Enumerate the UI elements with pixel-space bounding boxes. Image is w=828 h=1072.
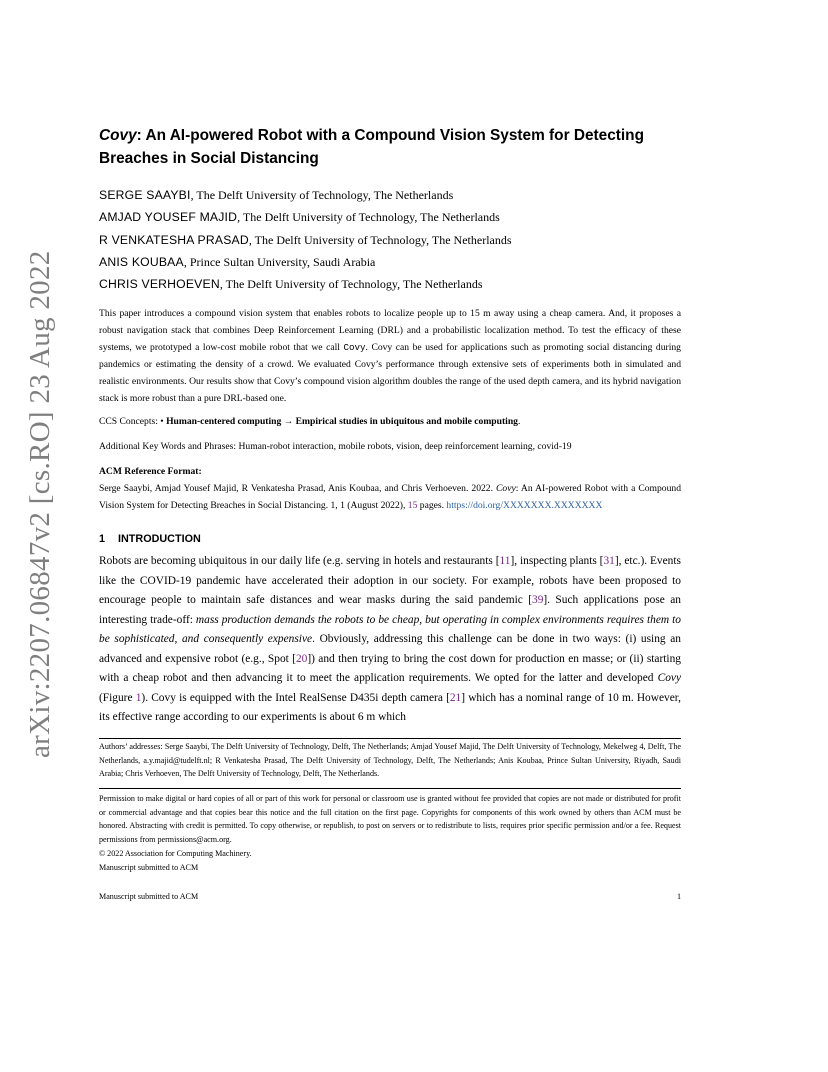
abstract xyxy=(99,305,681,407)
intro-covy: Covy xyxy=(657,672,681,685)
section-title: INTRODUCTION xyxy=(118,533,201,546)
acm-reference-heading: ACM Reference Format: xyxy=(99,466,202,478)
ccs-concept: Human-centered computing → Empirical studies in ubiquitous and mobile computing xyxy=(166,416,518,428)
footnote-rule xyxy=(99,738,681,739)
citation-link[interactable]: 31 xyxy=(603,555,615,568)
author-name: ANIS KOUBAA xyxy=(99,254,184,269)
citation-link[interactable]: 11 xyxy=(499,555,511,568)
permission-rule xyxy=(99,788,681,789)
permission-text: Permission to make digital or hard copies of all or part of this work for personal or classroom use is granted without fee provided that copies are not made or distributed for profit or commercial advantage and that copies bear this notice and the full citation on the first page. Copyrights for components of this work owned by others than ACM must be honored. Abstracting with credit is permitted. To copy otherwise, or republish, to post on servers or to redistribute to lists, requires prior specific permission and/or a fee. Request permissions from permissions@acm.org. xyxy=(99,794,681,845)
citation-link[interactable]: 39 xyxy=(532,594,544,607)
author-line xyxy=(99,206,681,228)
author-line xyxy=(99,229,681,251)
paper-title xyxy=(99,124,681,170)
citation-link[interactable]: 20 xyxy=(295,652,308,665)
intro-text: ). Covy is equipped with the Intel RealSense D435i depth camera [ xyxy=(141,691,450,704)
intro-text: ] which has a nominal range of 10 m. However, its effective range according to our experiments is about 6 m which xyxy=(99,691,681,724)
ref-text: : An AI-powered Robot with a Compound Vision System for Detecting Breaches in Social Distancing. 1, 1 (August 2022), xyxy=(99,483,681,512)
section-number: 1 xyxy=(99,533,106,546)
ccs-end: . xyxy=(517,416,521,428)
ccs-concepts xyxy=(99,414,681,430)
ref-covy: Covy xyxy=(496,483,516,495)
citation-link[interactable]: 21 xyxy=(449,691,462,704)
paper-page xyxy=(99,124,681,728)
author-name: CHRIS VERHOEVEN xyxy=(99,277,220,292)
intro-emphasis: mass production demands the robots to be cheap, but operating in complex environments requires them to be sophisticated, and consequently expensive xyxy=(99,613,681,646)
abstract-text: . Covy can be used for applications such as promoting social distancing during pandemics or estimating the density of a crowd. We evaluated Covy’s performance through extensive sets of experiments both in simulated and realistic environments. Our results show that Covy’s compound vision algorithm doubles the range of the used depth camera, and its hybrid navigation stack is more robust than a pure DRL-based one. xyxy=(99,342,681,405)
arxiv-stamp: arXiv:2207.06847v2 [cs.RO] 23 Aug 2022 xyxy=(24,250,56,758)
footer-left-text: Manuscript submitted to ACM xyxy=(99,892,199,901)
author-name: R VENKATESHA PRASAD xyxy=(99,232,249,247)
intro-text: (Figure xyxy=(99,691,136,704)
author-affiliation: , The Delft University of Technology, The Netherlands xyxy=(190,188,454,202)
acm-reference xyxy=(99,480,681,514)
ref-text: pages. xyxy=(417,500,447,512)
author-name: AMJAD YOUSEF MAJID xyxy=(99,210,238,225)
copyright-line: © 2022 Association for Computing Machinery. xyxy=(99,848,252,858)
ref-text: Serge Saaybi, Amjad Yousef Majid, R Venkatesha Prasad, Anis Koubaa, and Chris Verhoeven. 2022. xyxy=(99,483,497,495)
author-affiliation: , The Delft University of Technology, The Netherlands xyxy=(248,232,512,247)
page-number: 1 xyxy=(676,892,681,901)
author-line xyxy=(99,184,681,206)
authors-addresses: Authors’ addresses: Serge Saaybi, The Delft University of Technology, Delft, The Netherlands; Amjad Yousef Majid, The Delft University of Technology, Mekelweg 4, Delft, The Netherlands, a.y.majid@tudelft.nl; R Venkatesha Prasad, The Delft University of Technology, Delft, The Netherlands; Anis Koubaa, Prince Sultan University, Riyadh, Saudi Arabia; Chris Verhoeven, The Delft University of Technology, Delft, The Netherlands. xyxy=(99,742,681,779)
author-list xyxy=(99,184,681,295)
author-line xyxy=(99,273,681,295)
section-heading xyxy=(99,533,681,545)
author-affiliation: , Prince Sultan University, Saudi Arabia xyxy=(183,254,376,269)
abstract-text: This paper introduces a compound vision system that enables robots to localize people up to 15 m away using a cheap camera. And, it proposes a robust navigation stack that combines Deep Reinforcement Learning (DRL) and a probabilistic localization method. To test the efficacy of these systems, we prototyped a low-cost mobile robot that we call xyxy=(99,308,681,354)
figure-link[interactable]: 1 xyxy=(135,691,142,704)
intro-text: ], inspecting plants [ xyxy=(510,555,604,568)
author-line xyxy=(99,251,681,273)
ccs-label: CCS Concepts: • xyxy=(99,416,167,428)
page-count-link[interactable]: 15 xyxy=(407,500,418,512)
intro-text: ]. Such applications pose an interesting trade-off: xyxy=(99,594,681,626)
intro-paragraph xyxy=(99,552,681,728)
author-affiliation: , The Delft University of Technology, The Netherlands xyxy=(237,210,500,225)
author-name: SERGE SAAYBI xyxy=(99,188,191,202)
author-affiliation: , The Delft University of Technology, The Netherlands xyxy=(219,277,483,292)
title-covy: Covy xyxy=(99,127,137,144)
manuscript-note: Manuscript submitted to ACM xyxy=(99,862,199,872)
intro-text: ], etc.). Events like the COVID-19 pandemic have accelerated their adoption in our society. For example, robots have been proposed to encourage people to maintain safe distances and wear masks during the said pandemic [ xyxy=(99,555,681,607)
page-footer xyxy=(99,892,681,901)
intro-text: ]) and then trying to bring the cost down for production en masse; or (ii) starting with a cheap robot and then advancing it to meet the application requirements. We opted for the latter and developed xyxy=(99,652,681,685)
intro-text: Robots are becoming ubiquitous in our daily life (e.g. serving in hotels and restaurants [ xyxy=(99,555,500,568)
permission-notice xyxy=(99,792,681,874)
abstract-covy-mono: Covy xyxy=(343,342,366,354)
doi-link[interactable]: https://doi.org/XXXXXXX.XXXXXXX xyxy=(446,500,603,512)
keywords: Additional Key Words and Phrases: Human-robot interaction, mobile robots, vision, deep reinforcement learning, covid-19 xyxy=(99,441,572,453)
title-rest: : An AI-powered Robot with a Compound Vision System for Detecting Breaches in Social Distancing xyxy=(99,127,644,167)
intro-text: . Obviously, addressing this challenge can be done in two ways: (i) using an advanced and expensive robot (e.g., Spot [ xyxy=(99,633,681,665)
